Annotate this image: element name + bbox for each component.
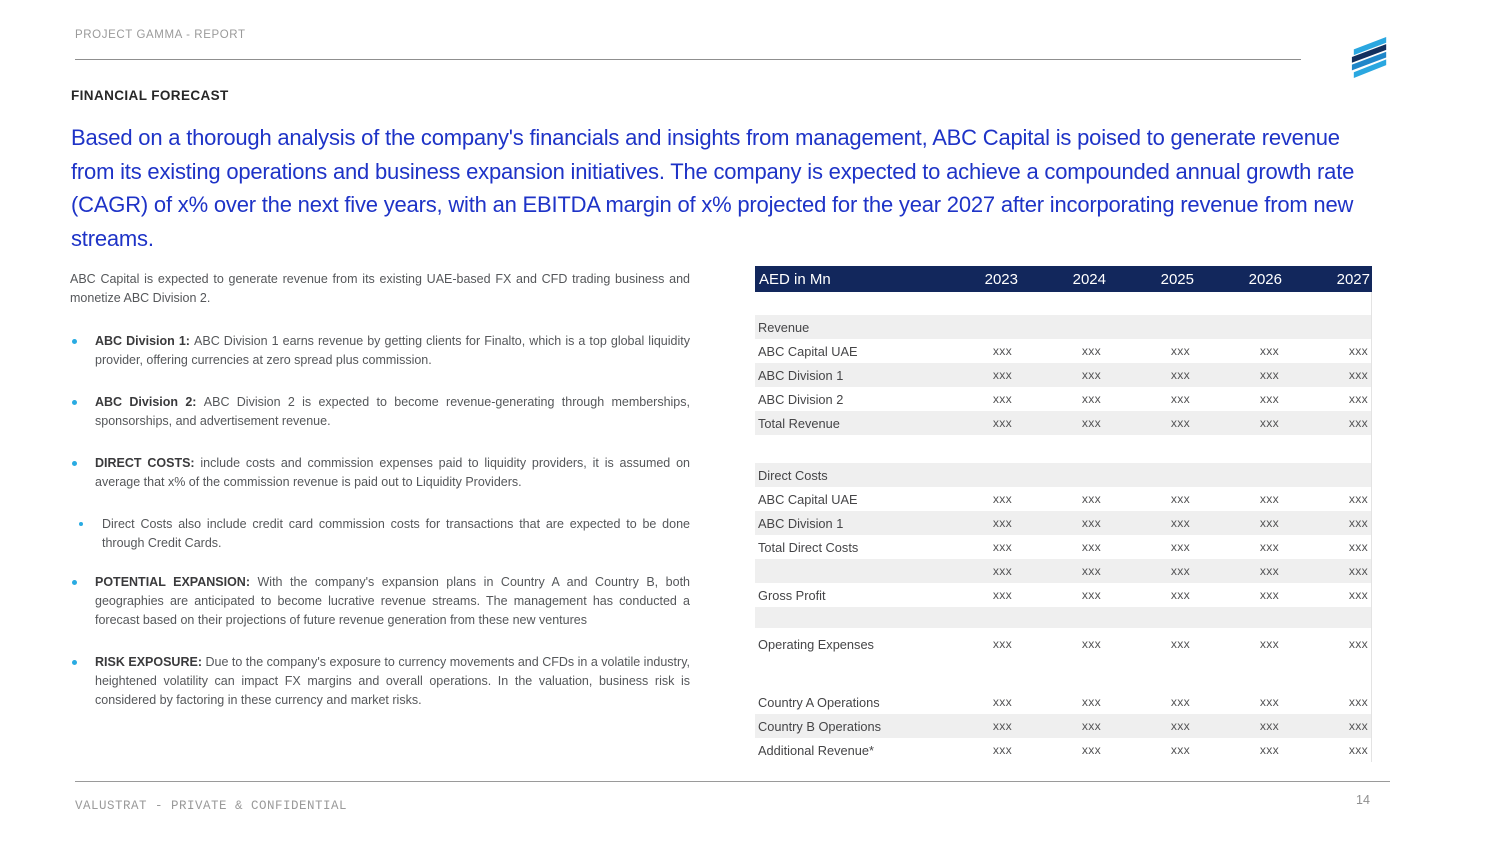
- value-cell: xxx: [1170, 695, 1190, 709]
- bullet-item: [70, 393, 690, 431]
- bullet-text: POTENTIAL EXPANSION: With the company's expansion plans in Country A and Country B, both geographies are anticipated to become lucrative revenue streams. The management has conducted a forecast based on their projections of future revenue generation from these new ventures: [95, 575, 690, 627]
- summary-paragraph: Based on a thorough analysis of the company's financials and insights from management, ABC Capital is poised to generate revenue from its existing operations and business expansion initiatives. The company is expected to achieve a compounded annual growth rate (CAGR) of x% over the next five years, with an EBITDA margin of x% projected for the year 2027 after incorporating revenue from new streams.: [71, 125, 1355, 251]
- bullet-item: [70, 653, 690, 710]
- row-label: Country A Operations: [758, 694, 880, 710]
- table-row: [755, 387, 1371, 411]
- bullet-text: Direct Costs also include credit card commission costs for transactions that are expected to be done through Credit Cards.: [102, 517, 690, 550]
- row-label: Revenue: [758, 319, 810, 335]
- bullet-dot-icon: [79, 522, 83, 526]
- row-label: Total Revenue: [758, 415, 840, 431]
- value-cell: xxx: [992, 416, 1012, 430]
- value-cell: xxx: [1170, 392, 1190, 406]
- value-cell: xxx: [1081, 695, 1101, 709]
- value-cell: xxx: [1081, 719, 1101, 733]
- bullet-item: [70, 573, 690, 630]
- value-cell: xxx: [1081, 564, 1101, 578]
- row-label: ABC Capital UAE: [758, 491, 858, 507]
- financial-forecast-table: [755, 266, 1372, 762]
- year-column-header: 2023: [984, 270, 1018, 288]
- bullet-dot-icon: [72, 580, 77, 585]
- value-cell: xxx: [1170, 719, 1190, 733]
- row-label: Direct Costs: [758, 467, 828, 483]
- value-cell: xxx: [1170, 416, 1190, 430]
- table-row: [755, 487, 1371, 511]
- value-cell: xxx: [1259, 719, 1279, 733]
- value-cell: xxx: [1170, 368, 1190, 382]
- bullet-dot-icon: [72, 339, 77, 344]
- bullet-item: [70, 454, 690, 492]
- year-column-header: 2025: [1160, 270, 1194, 288]
- table-row: [755, 363, 1371, 387]
- value-cell: xxx: [1348, 516, 1368, 530]
- value-cell: xxx: [992, 637, 1012, 651]
- value-cell: xxx: [1081, 392, 1101, 406]
- bullet-lead: DIRECT COSTS:: [95, 456, 201, 470]
- table-row: [755, 632, 1371, 656]
- value-cell: xxx: [1348, 695, 1368, 709]
- value-cell: xxx: [1170, 588, 1190, 602]
- table-row: [755, 339, 1371, 363]
- value-cell: xxx: [1259, 344, 1279, 358]
- bullet-text: DIRECT COSTS: include costs and commission expenses paid to liquidity providers, it is assumed on average that x% of the commission revenue is paid out to Liquidity Providers.: [95, 456, 690, 489]
- value-cell: xxx: [1348, 564, 1368, 578]
- table-row: [755, 738, 1371, 762]
- commentary-panel: [70, 270, 690, 733]
- table-header-row: [755, 266, 1372, 292]
- value-cell: xxx: [1348, 637, 1368, 651]
- value-cell: xxx: [1348, 416, 1368, 430]
- bullet-item: [70, 332, 690, 370]
- value-cell: xxx: [992, 588, 1012, 602]
- value-cell: xxx: [992, 392, 1012, 406]
- bullet-text: ABC Division 1: ABC Division 1 earns revenue by getting clients for Finalto, which is a top global liquidity provider, offering currencies at zero spread plus commission.: [95, 334, 690, 367]
- value-cell: xxx: [1259, 516, 1279, 530]
- bullet-text: RISK EXPOSURE: Due to the company's exposure to currency movements and CFDs in a volatile industry, heightened volatility can impact FX margins and overall operations. In the valuation, business risk is considered by factoring in these currency and market risks.: [95, 655, 690, 707]
- value-cell: xxx: [1259, 564, 1279, 578]
- value-cell: xxx: [1348, 368, 1368, 382]
- value-cell: xxx: [1259, 540, 1279, 554]
- valustrat-logo-icon: [1350, 35, 1390, 79]
- header-divider: [75, 59, 1301, 60]
- row-label: ABC Division 1: [758, 367, 844, 383]
- value-cell: xxx: [1259, 695, 1279, 709]
- bullet-text: ABC Division 2: ABC Division 2 is expected to become revenue-generating through memberships, sponsorships, and advertisement revenue.: [95, 395, 690, 428]
- footer-divider: [75, 781, 1390, 782]
- value-cell: xxx: [1081, 492, 1101, 506]
- row-label: ABC Division 2: [758, 391, 844, 407]
- bullet-lead: POTENTIAL EXPANSION:: [95, 575, 258, 589]
- table-section-row: [755, 463, 1371, 487]
- value-cell: xxx: [992, 743, 1012, 757]
- bullet-lead: ABC Division 2:: [95, 395, 204, 409]
- table-row: [755, 559, 1371, 583]
- bullet-list: [70, 332, 690, 710]
- bullet-item: [77, 515, 690, 553]
- value-cell: xxx: [1348, 743, 1368, 757]
- value-cell: xxx: [992, 368, 1012, 382]
- table-row: [755, 411, 1371, 435]
- table-title: AED in Mn: [759, 270, 831, 288]
- bullet-lead: ABC Division 1:: [95, 334, 195, 348]
- value-cell: xxx: [1170, 516, 1190, 530]
- value-cell: xxx: [1348, 540, 1368, 554]
- page-title: FINANCIAL FORECAST: [71, 88, 229, 103]
- value-cell: xxx: [1348, 719, 1368, 733]
- value-cell: xxx: [1348, 588, 1368, 602]
- year-column-header: 2026: [1248, 270, 1282, 288]
- value-cell: xxx: [1081, 540, 1101, 554]
- value-cell: xxx: [1081, 344, 1101, 358]
- table-row: [755, 535, 1371, 559]
- year-column-header: 2024: [1072, 270, 1106, 288]
- value-cell: xxx: [1081, 416, 1101, 430]
- value-cell: xxx: [1259, 588, 1279, 602]
- table-spacer: [755, 292, 1371, 315]
- value-cell: xxx: [992, 719, 1012, 733]
- row-label: Additional Revenue*: [758, 742, 874, 758]
- value-cell: xxx: [1170, 743, 1190, 757]
- year-column-header: 2027: [1336, 270, 1370, 288]
- value-cell: xxx: [1348, 392, 1368, 406]
- table-empty-band: [755, 607, 1371, 628]
- table-row: [755, 714, 1371, 738]
- value-cell: xxx: [1259, 637, 1279, 651]
- value-cell: xxx: [1170, 637, 1190, 651]
- value-cell: xxx: [992, 564, 1012, 578]
- table-body: [755, 292, 1372, 762]
- value-cell: xxx: [1081, 368, 1101, 382]
- value-cell: xxx: [1081, 743, 1101, 757]
- page-number: 14: [1356, 793, 1370, 807]
- value-cell: xxx: [1081, 516, 1101, 530]
- value-cell: xxx: [992, 492, 1012, 506]
- value-cell: xxx: [1259, 392, 1279, 406]
- value-cell: xxx: [1081, 637, 1101, 651]
- table-spacer: [755, 656, 1371, 690]
- value-cell: xxx: [1259, 492, 1279, 506]
- value-cell: xxx: [1170, 564, 1190, 578]
- bullet-dot-icon: [72, 400, 77, 405]
- table-row: [755, 583, 1371, 607]
- row-label: ABC Capital UAE: [758, 343, 858, 359]
- row-label: ABC Division 1: [758, 515, 844, 531]
- report-kicker: PROJECT GAMMA - REPORT: [75, 29, 246, 41]
- bullet-dot-icon: [72, 660, 77, 665]
- value-cell: xxx: [992, 540, 1012, 554]
- row-label: Country B Operations: [758, 718, 882, 734]
- footer-confidential-label: VALUSTRAT - PRIVATE & CONFIDENTIAL: [75, 799, 348, 813]
- value-cell: xxx: [1259, 416, 1279, 430]
- bullet-dot-icon: [72, 461, 77, 466]
- row-label: Gross Profit: [758, 587, 826, 603]
- intro-paragraph: ABC Capital is expected to generate revenue from its existing UAE-based FX and CFD trading business and monetize ABC Division 2.: [70, 272, 690, 305]
- value-cell: xxx: [1170, 540, 1190, 554]
- value-cell: xxx: [1170, 344, 1190, 358]
- bullet-lead: RISK EXPOSURE:: [95, 655, 206, 669]
- value-cell: xxx: [1348, 492, 1368, 506]
- row-label: Total Direct Costs: [758, 539, 859, 555]
- table-row: [755, 511, 1371, 535]
- row-label: Operating Expenses: [758, 636, 874, 652]
- table-spacer: [755, 435, 1371, 463]
- value-cell: xxx: [1170, 492, 1190, 506]
- value-cell: xxx: [1348, 344, 1368, 358]
- value-cell: xxx: [992, 516, 1012, 530]
- value-cell: xxx: [1259, 368, 1279, 382]
- value-cell: xxx: [1259, 743, 1279, 757]
- value-cell: xxx: [992, 695, 1012, 709]
- value-cell: xxx: [1081, 588, 1101, 602]
- value-cell: xxx: [992, 344, 1012, 358]
- table-row: [755, 690, 1371, 714]
- table-section-row: [755, 315, 1371, 339]
- table-year-cells: [932, 271, 1372, 288]
